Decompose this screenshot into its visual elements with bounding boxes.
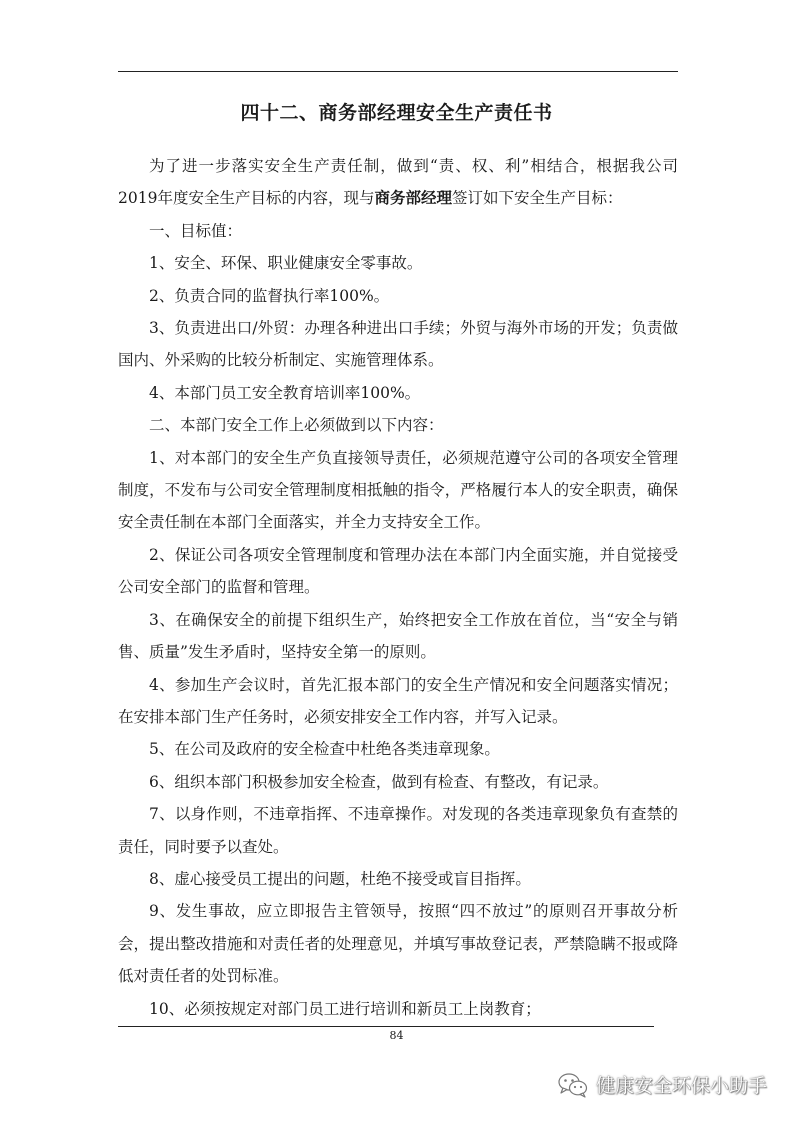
wechat-icon xyxy=(558,1072,588,1098)
document-body xyxy=(118,150,678,1025)
paragraph: 4、参加生产会议时，首先汇报本部门的安全生产情况和安全问题落实情况；在安排本部门生产任务时，必须安排安全工作内容，并写入记录。 xyxy=(118,675,678,726)
paragraph: 1、对本部门的安全生产负直接领导责任，必须规范遵守公司的各项安全管理制度，不发布与公司安全管理制度相抵触的指令，严格履行本人的安全职责，确保安全责任制在本部门全面落实，并全力支持安全工作。 xyxy=(118,448,678,532)
paragraph: 1、安全、环保、职业健康安全零事故。 xyxy=(149,254,423,273)
footer-rule xyxy=(118,1026,654,1027)
watermark xyxy=(558,1071,767,1098)
paragraph: 9、发生事故，应立即报告主管领导，按照“四不放过”的原则召开事故分析会，提出整改措施和对责任者的处理意见，并填写事故登记表，严禁隐瞒不报或降低对责任者的处罚标准。 xyxy=(118,902,678,986)
paragraph: 二、本部门安全工作上必须做到以下内容： xyxy=(149,416,444,435)
watermark-text: 健康安全环保小助手 xyxy=(595,1075,767,1097)
paragraph: 2、保证公司各项安全管理制度和管理办法在本部门内全面实施，并自觉接受公司安全部门的监督和管理。 xyxy=(118,545,678,597)
intro-text-1: 为了进一步落实安全生产责任制，做到“责、权、利”相结合，根据我公司2019年度安全生产目标的内容，现与 xyxy=(118,157,678,208)
intro-text-2: 签订如下安全生产目标： xyxy=(451,189,623,208)
paragraph: 10、必须按规定对部门员工进行培训和新员工上岗教育； xyxy=(149,999,541,1018)
paragraph: 一、目标值： xyxy=(149,221,243,240)
header-rule xyxy=(118,71,678,72)
paragraph: 8、虚心接受员工提出的问题，杜绝不接受或盲目指挥。 xyxy=(149,869,531,888)
paragraph: 6、组织本部门积极参加安全检查，做到有检查、有整改，有记录。 xyxy=(149,772,609,791)
page-number: 84 xyxy=(389,1029,404,1042)
paragraph: 4、本部门员工安全教育培训率100%。 xyxy=(149,383,421,402)
paragraph: 7、以身作则，不违章指挥、不违章操作。对发现的各类违章现象负有查禁的责任，同时要予以查处。 xyxy=(118,805,678,856)
paragraph: 5、在公司及政府的安全检查中杜绝各类违章现象。 xyxy=(149,740,500,759)
paragraph: 3、在确保安全的前提下组织生产，始终把安全工作放在首位，当“安全与销售、质量”发生矛盾时，坚持安全第一的原则。 xyxy=(118,610,678,662)
document-title: 四十二、商务部经理安全生产责任书 xyxy=(240,102,553,124)
intro-paragraph xyxy=(118,150,678,215)
intro-bold-role: 商务部经理 xyxy=(374,188,452,208)
paragraph: 3、负责进出口/外贸：办理各种进出口手续；外贸与海外市场的开发；负责做国内、外采购的比较分析制定、实施管理体系。 xyxy=(118,319,678,370)
paragraph: 2、负责合同的监督执行率100%。 xyxy=(149,286,390,305)
